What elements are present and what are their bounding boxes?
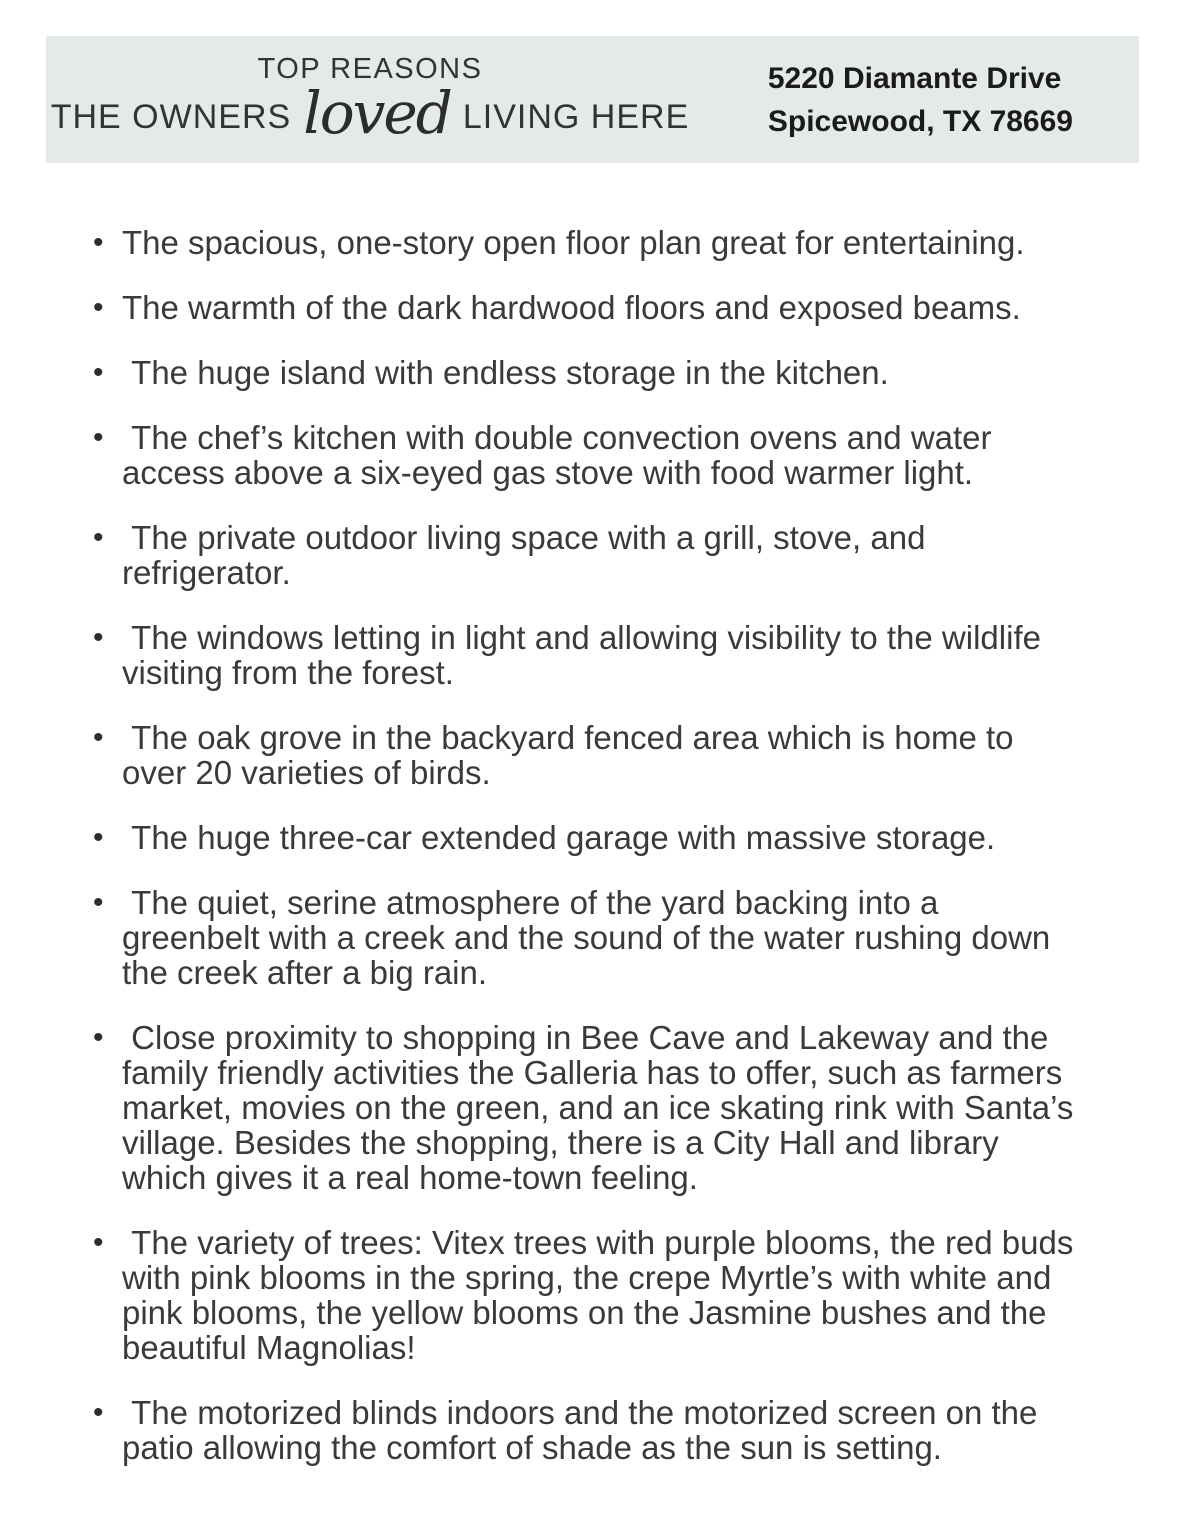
list-item: • The quiet, serine atmosphere of the yard backing into a greenbelt with a creek and the sound of the water rushing down the creek after a big rain. (122, 885, 1074, 990)
address-block (768, 57, 1073, 143)
list-item: • The warmth of the dark hardwood floors and exposed beams. (122, 290, 1074, 325)
list-item: • The windows letting in light and allowing visibility to the wildlife visiting from the forest. (122, 620, 1074, 690)
list-item: • The oak grove in the backyard fenced area which is home to over 20 varieties of birds. (122, 720, 1074, 790)
title-line-2 (50, 79, 690, 147)
list-item: • The chef’s kitchen with double convection ovens and water access above a six-eyed gas stove with food warmer light. (122, 420, 1074, 490)
address-line-1: 5220 Diamante Drive (767, 61, 1062, 95)
title-suffix: LIVING HERE (462, 97, 690, 136)
title-block (50, 53, 690, 147)
title-prefix: THE OWNERS (50, 97, 292, 136)
title-script-word: loved (303, 79, 451, 147)
list-item: • The huge island with endless storage in the kitchen. (122, 355, 1074, 390)
list-item: • The spacious, one-story open floor plan great for entertaining. (122, 225, 1074, 260)
title-line-1: TOP REASONS (257, 53, 483, 85)
header-banner (46, 36, 1139, 163)
address-line-2: Spicewood, TX 78669 (767, 104, 1073, 138)
reasons-list (0, 225, 1186, 1465)
list-item: • Close proximity to shopping in Bee Cave and Lakeway and the family friendly activities the Galleria has to offer, such as farmers market, movies on the green, and an ice skating rink with Santa’s village. Besides the shopping, there is a City Hall and library which gives it a real home-town feeling. (122, 1020, 1074, 1195)
list-item: • The motorized blinds indoors and the motorized screen on the patio allowing the comfort of shade as the sun is setting. (122, 1395, 1074, 1465)
list-item: • The huge three-car extended garage with massive storage. (122, 820, 1074, 855)
list-item: • The private outdoor living space with a grill, stove, and refrigerator. (122, 520, 1074, 590)
list-item: • The variety of trees: Vitex trees with purple blooms, the red buds with pink blooms in the spring, the crepe Myrtle’s with white and pink blooms, the yellow blooms on the Jasmine bushes and the beautiful Magnolias! (122, 1225, 1074, 1365)
